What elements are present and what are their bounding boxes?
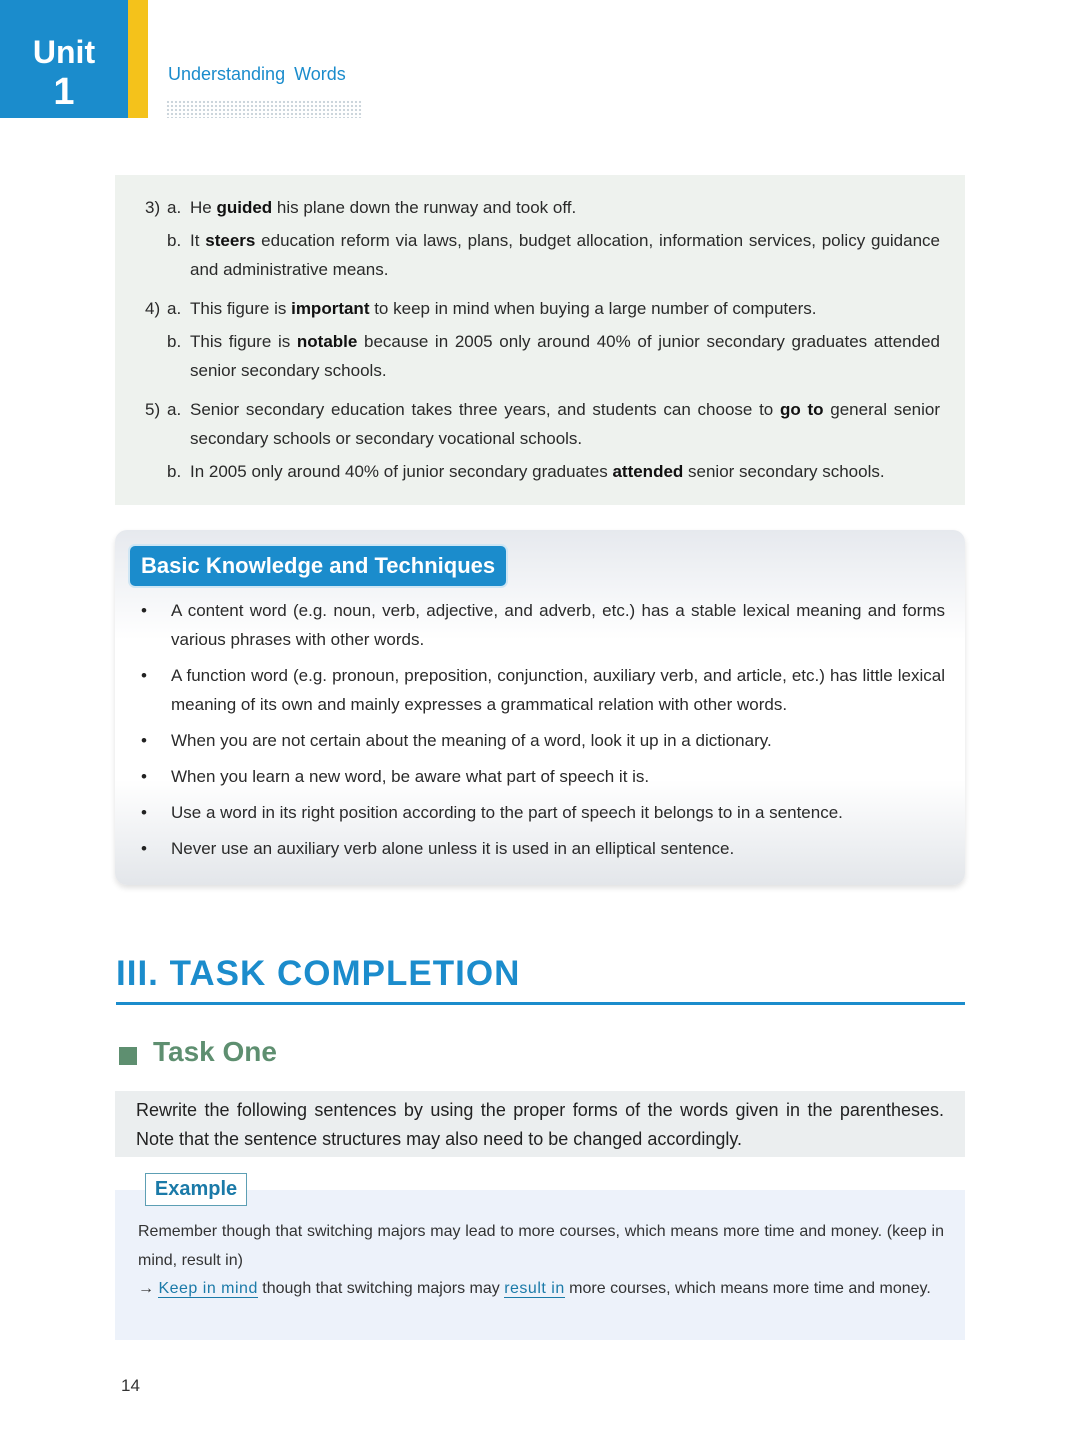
knowledge-point: When you learn a new word, be aware what part of speech it is. [171,767,650,786]
knowledge-point: A function word (e.g. pronoun, preposition, conjunction, auxiliary verb, and article, etc.) has little lexical meaning of its own and mainly expresses a grammatical relation with other words. [171,666,945,714]
basic-knowledge-title: Basic Knowledge and Techniques [130,546,506,586]
knowledge-point: Use a word in its right position according to the part of speech it belongs to in a sentence. [171,803,843,822]
bullet-icon: • [141,839,147,858]
example-answer: → Keep in mind though that switching majors may result in more courses, which means more time and money. [138,1280,931,1297]
task-instructions: Rewrite the following sentences by using the proper forms of the words given in the parentheses. Note that the sentence structures may also need to be changed accordingly. [136,1100,944,1149]
example-original-sentence: Remember though that switching majors may lead to more courses, which means more time and money. (keep in mind, result in) [138,1223,944,1269]
example-label: Example [145,1173,247,1206]
knowledge-point: Never use an auxiliary verb alone unless it is used in an elliptical sentence. [171,839,735,858]
section-title: III. TASK COMPLETION [116,954,521,993]
dotted-decoration [166,100,362,118]
bullet-icon: • [141,767,147,786]
sentence-examples-box: 3) a. He guided his plane down the runway and took off. b. It steers education reform via laws, plans, budget allocation, information services, policy guidance and administrative means. 4) a. This figure is important to keep in mind when buying a large number of computers. b. This figure is notable because in 2005 only around 40% of junior secondary graduates attended senior secondary schools. 5) a. Senior secondary education takes three years, and students can choose to go to general senior secondary schools or secondary vocational schools. b. In 2005 only around 40% of junior secondary graduates attended senior secondary schools. [115,175,965,505]
page-number: 14 [121,1376,140,1395]
answer-blank-2: result in [504,1280,565,1297]
unit-badge [0,0,128,118]
answer-blank-1: Keep in mind [158,1280,258,1297]
unit-number: 1 [53,71,75,113]
square-icon [119,1047,137,1065]
bullet-icon: • [141,803,147,822]
knowledge-point: When you are not certain about the meaning of a word, look it up in a dictionary. [171,731,772,750]
bullet-icon: • [141,731,147,750]
unit-label: Unit [32,34,96,70]
task-title: Task One [153,1036,277,1067]
unit-accent-bar [128,0,148,118]
knowledge-point: A content word (e.g. noun, verb, adjective, and adverb, etc.) has a stable lexical meaning and forms various phrases with other words. [171,601,945,649]
arrow-icon: → [138,1280,154,1297]
section-divider [116,1002,965,1005]
bullet-icon: • [141,601,147,620]
bullet-icon: • [141,666,147,685]
chapter-title: Understanding Words [168,64,346,84]
